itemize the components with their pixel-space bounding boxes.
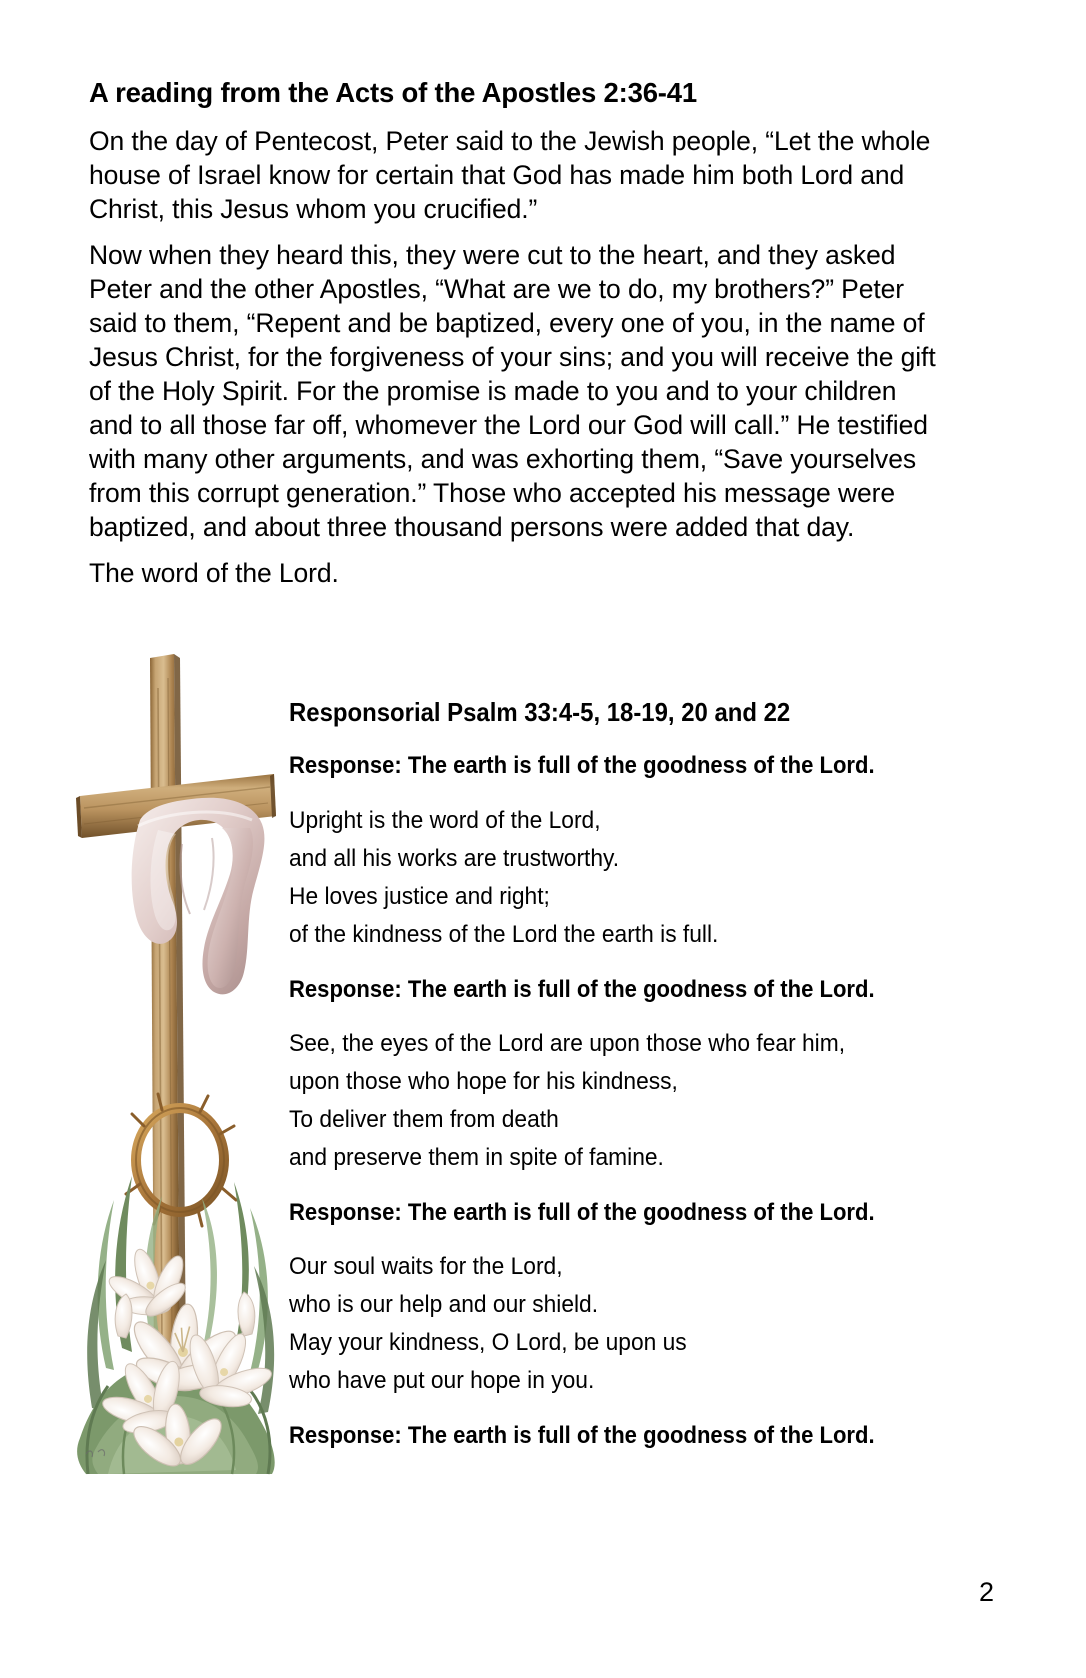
psalm-verse-line: Our soul waits for the Lord, [289,1253,563,1281]
psalm-verse-line: He loves justice and right; [289,882,550,910]
psalm-response-3: Response: The earth is full of the goodness of the Lord. [289,1198,875,1226]
psalm-verse-line: who is our help and our shield. [289,1291,599,1319]
reading-paragraph: On the day of Pentecost, Peter said to the Jewish people, “Let the whole house of Israel know for certain that God has made him both Lord and Christ, this Jesus whom you crucified.” [89,126,931,225]
psalm-verse-line: Upright is the word of the Lord, [289,806,601,834]
psalm-response-2: Response: The earth is full of the goodness of the Lord. [289,975,875,1003]
psalm-stanza-1 [289,802,921,954]
psalm-verse-line: and preserve them in spite of famine. [289,1143,664,1171]
psalm-response-1: Response: The earth is full of the goodness of the Lord. [289,752,875,780]
psalm-verse-line: See, the eyes of the Lord are upon those who fear him, [289,1029,846,1057]
scripture-reading-section [89,76,937,590]
psalm-verse-line: upon those who hope for his kindness, [289,1067,678,1095]
reading-title: A reading from the Acts of the Apostles 2:36-41 [89,77,697,108]
psalm-verse-line: May your kindness, O Lord, be upon us [289,1329,687,1357]
psalm-verse-line: who have put our hope in you. [289,1367,595,1395]
psalm-verse-line: and all his works are trustworthy. [289,844,620,872]
psalm-verse-line: To deliver them from death [289,1105,559,1133]
page-number: 2 [978,1577,994,1607]
responsorial-psalm-section [289,697,969,1451]
shroud-cloth [132,798,265,995]
psalm-stanza-3 [289,1248,921,1400]
reading-paragraph: Now when they heard this, they were cut to the heart, and they asked Peter and the other Apostles, “What are we to do, my brothers?” Peter said to them, “Repent and be baptized, every one of you, in the name of Jesus Christ, for the forgiveness of your sins; and you will receive the gift of the Holy Spirit. For the promise is made to you and to your children and to all those far off, whomever the Lord our God will call.” He testified with many other arguments, and was exhorting them, “Save yourselves from this corrupt generation.” Those who accepted his message were baptized, and about three thousand persons were added that day. [89,240,936,543]
psalm-title: Responsorial Psalm 33:4-5, 18-19, 20 and 22 [289,697,791,727]
reading-closing-line: The word of the Lord. [89,558,339,589]
psalm-response-4: Response: The earth is full of the goodness of the Lord. [289,1422,875,1450]
psalm-verse-line: of the kindness of the Lord the earth is full. [289,920,719,948]
psalm-stanza-2 [289,1025,921,1177]
cross-with-shroud-and-lilies-illustration [62,648,297,1478]
